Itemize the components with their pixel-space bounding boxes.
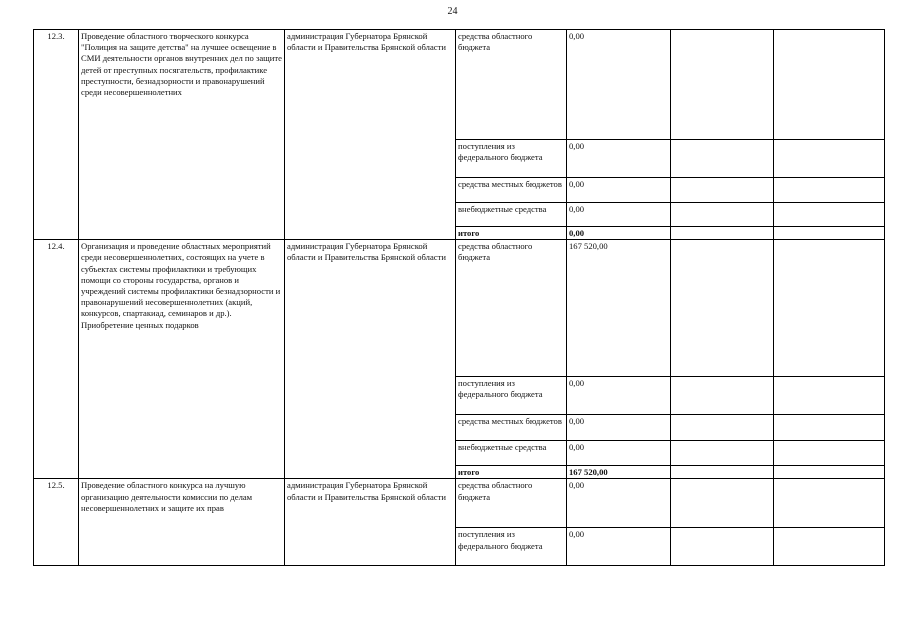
- empty-cell: [774, 377, 885, 415]
- empty-cell: [671, 240, 774, 377]
- empty-cell: [774, 203, 885, 227]
- executor: администрация Губернатора Брянской области и Правительства Брянской области: [285, 240, 456, 479]
- empty-cell: [774, 415, 885, 441]
- funding-amount: 0,00: [567, 479, 671, 528]
- empty-cell: [774, 240, 885, 377]
- funding-source-label: средства областного бюджета: [456, 30, 567, 140]
- funding-amount: 0,00: [567, 140, 671, 178]
- empty-cell: [774, 140, 885, 178]
- empty-cell: [774, 227, 885, 240]
- funding-amount: 0,00: [567, 528, 671, 566]
- funding-total-label: итого: [456, 227, 567, 240]
- activity-description: Проведение областного конкурса на лучшую организацию деятельности комиссии по делам несовершеннолетних и защите их прав: [79, 479, 285, 566]
- empty-cell: [671, 140, 774, 178]
- empty-cell: [671, 441, 774, 466]
- empty-cell: [774, 479, 885, 528]
- empty-cell: [671, 415, 774, 441]
- funding-source-label: средства местных бюджетов: [456, 415, 567, 441]
- funding-source-label: средства областного бюджета: [456, 479, 567, 528]
- table-row: [34, 479, 885, 528]
- empty-cell: [671, 528, 774, 566]
- funding-amount: 0,00: [567, 415, 671, 441]
- funding-total-amount: 0,00: [567, 227, 671, 240]
- table-row: [34, 30, 885, 140]
- executor: администрация Губернатора Брянской области и Правительства Брянской области: [285, 30, 456, 240]
- funding-amount: 167 520,00: [567, 240, 671, 377]
- empty-cell: [671, 178, 774, 203]
- funding-total-label: итого: [456, 466, 567, 479]
- program-activities-table: [33, 29, 885, 566]
- activity-description: Организация и проведение областных мероприятий среди несовершеннолетних, состоящих на учете в субъектах системы профилактики и требующих помощи со стороны государства, органов и учреждений системы профилактики безнадзорности и правонарушений несовершеннолетних (акций, конкурсов, спартакиад, семинаров и др.). Приобретение ценных подарков: [79, 240, 285, 479]
- funding-source-label: внебюджетные средства: [456, 441, 567, 466]
- funding-amount: 0,00: [567, 30, 671, 140]
- funding-source-label: поступления из федерального бюджета: [456, 528, 567, 566]
- executor: администрация Губернатора Брянской области и Правительства Брянской области: [285, 479, 456, 566]
- item-number: 12.3.: [34, 30, 79, 240]
- funding-source-label: средства местных бюджетов: [456, 178, 567, 203]
- funding-source-label: поступления из федерального бюджета: [456, 377, 567, 415]
- empty-cell: [774, 466, 885, 479]
- funding-total-amount: 167 520,00: [567, 466, 671, 479]
- empty-cell: [774, 30, 885, 140]
- item-number: 12.5.: [34, 479, 79, 566]
- empty-cell: [774, 178, 885, 203]
- funding-source-label: поступления из федерального бюджета: [456, 140, 567, 178]
- funding-amount: 0,00: [567, 178, 671, 203]
- empty-cell: [671, 377, 774, 415]
- table-row: [34, 240, 885, 377]
- empty-cell: [774, 441, 885, 466]
- empty-cell: [774, 528, 885, 566]
- item-number: 12.4.: [34, 240, 79, 479]
- funding-amount: 0,00: [567, 203, 671, 227]
- page-number: 24: [447, 6, 458, 17]
- empty-cell: [671, 203, 774, 227]
- funding-amount: 0,00: [567, 441, 671, 466]
- activity-description: Проведение областного творческого конкурса "Полиция на защите детства" на лучшее освещение в СМИ деятельности органов внутренних дел по защите детей от преступных посягательств, профилактике преступности, безнадзорности и правонарушений среди несовершеннолетних: [79, 30, 285, 240]
- empty-cell: [671, 466, 774, 479]
- funding-amount: 0,00: [567, 377, 671, 415]
- empty-cell: [671, 30, 774, 140]
- funding-source-label: внебюджетные средства: [456, 203, 567, 227]
- funding-source-label: средства областного бюджета: [456, 240, 567, 377]
- empty-cell: [671, 479, 774, 528]
- empty-cell: [671, 227, 774, 240]
